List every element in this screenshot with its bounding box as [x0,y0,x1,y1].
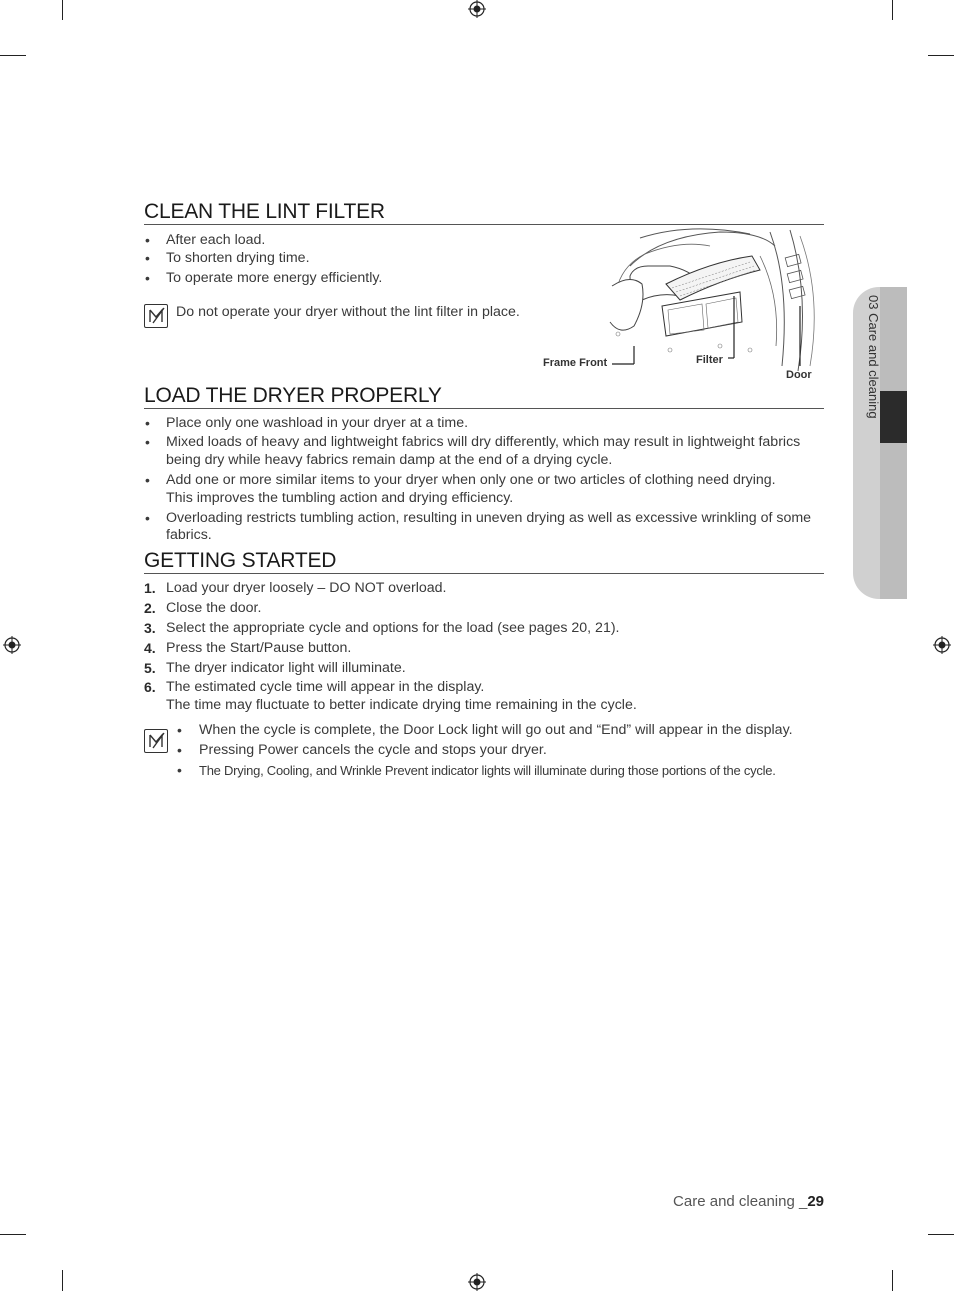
crop-mark [62,0,63,20]
bullet-icon: • [145,270,150,286]
registration-mark-icon [468,0,486,18]
step-number: 2. [144,600,156,616]
lint-bullet-3: To operate more energy efficiently. [166,270,383,286]
step-5-text: The dryer indicator light will illuminate. [166,660,406,676]
step-3-text: Select the appropriate cycle and options for the load (see pages 20, 21). [166,620,620,636]
crop-mark [892,0,893,20]
step-number: 1. [144,580,156,596]
chapter-tab-edge [880,287,907,599]
step-6-text-line-2: The time may fluctuate to better indicate drying time remaining in the cycle. [166,697,637,713]
bullet-icon: • [145,434,150,450]
lint-bullet-2: To shorten drying time. [166,250,310,266]
bullet-icon: • [177,722,182,738]
label-door: Door [786,369,812,381]
step-2-text: Close the door. [166,600,262,616]
crop-mark [928,55,954,56]
load-bullet-4-line-1: Overloading restricts tumbling action, resulting in uneven drying as well as excessive wrinkling of some [166,510,812,526]
start-note-1: When the cycle is complete, the Door Lock light will go out and “End” will appear in the display. [199,722,793,738]
label-filter: Filter [696,354,723,366]
lint-bullet-1: After each load. [166,232,266,248]
step-number: 3. [144,620,156,636]
load-bullet-2-line-2: being dry while heavy fabrics remain damp at the end of a drying cycle. [166,452,613,468]
start-note-2: Pressing Power cancels the cycle and stops your dryer. [199,742,547,758]
bullet-icon: • [177,742,182,758]
section-title-load-dryer: LOAD THE DRYER PROPERLY [144,385,824,409]
page-footer [673,1193,824,1210]
footer-label: Care and cleaning _ [673,1193,808,1210]
bullet-icon: • [145,232,150,248]
start-note-3: The Drying, Cooling, and Wrinkle Prevent indicator lights will illuminate during those portions of the cycle. [199,763,776,778]
load-bullet-3-line-2: This improves the tumbling action and drying efficiency. [166,490,514,506]
note-icon [144,304,168,328]
chapter-tab-marker [880,391,907,443]
step-number: 4. [144,640,156,656]
step-number: 5. [144,660,156,676]
load-bullet-1: Place only one washload in your dryer at a time. [166,415,469,431]
bullet-icon: • [145,250,150,266]
crop-mark [892,1270,893,1291]
load-bullet-3-line-1: Add one or more similar items to your dryer when only one or two articles of clothing need drying. [166,472,776,488]
bullet-icon: • [145,510,150,526]
crop-mark [0,55,26,56]
section-title-getting-started: GETTING STARTED [144,550,824,574]
note-icon [144,729,168,753]
step-6-text-line-1: The estimated cycle time will appear in the display. [166,679,485,695]
step-1-text: Load your dryer loosely – DO NOT overload. [166,580,447,596]
step-number: 6. [144,679,156,695]
page-number: 29 [807,1193,824,1210]
crop-mark [928,1234,954,1235]
load-bullet-2-line-1: Mixed loads of heavy and lightweight fabrics will dry differently, which may result in lightweight fabrics [166,434,801,450]
label-frame-front: Frame Front [543,357,608,369]
load-bullet-4-line-2: fabrics. [166,527,212,543]
registration-mark-icon [468,1273,486,1291]
crop-mark [0,1234,26,1235]
bullet-icon: • [177,762,182,778]
crop-mark [62,1270,63,1291]
step-4-text: Press the Start/Pause button. [166,640,352,656]
chapter-tab-label: 03 Care and cleaning [866,295,881,419]
bullet-icon: • [145,472,150,488]
registration-mark-icon [933,636,951,654]
registration-mark-icon [3,636,21,654]
bullet-icon: • [145,415,150,431]
section-title-lint-filter: CLEAN THE LINT FILTER [144,201,824,225]
lint-note: Do not operate your dryer without the lint filter in place. [176,304,520,320]
